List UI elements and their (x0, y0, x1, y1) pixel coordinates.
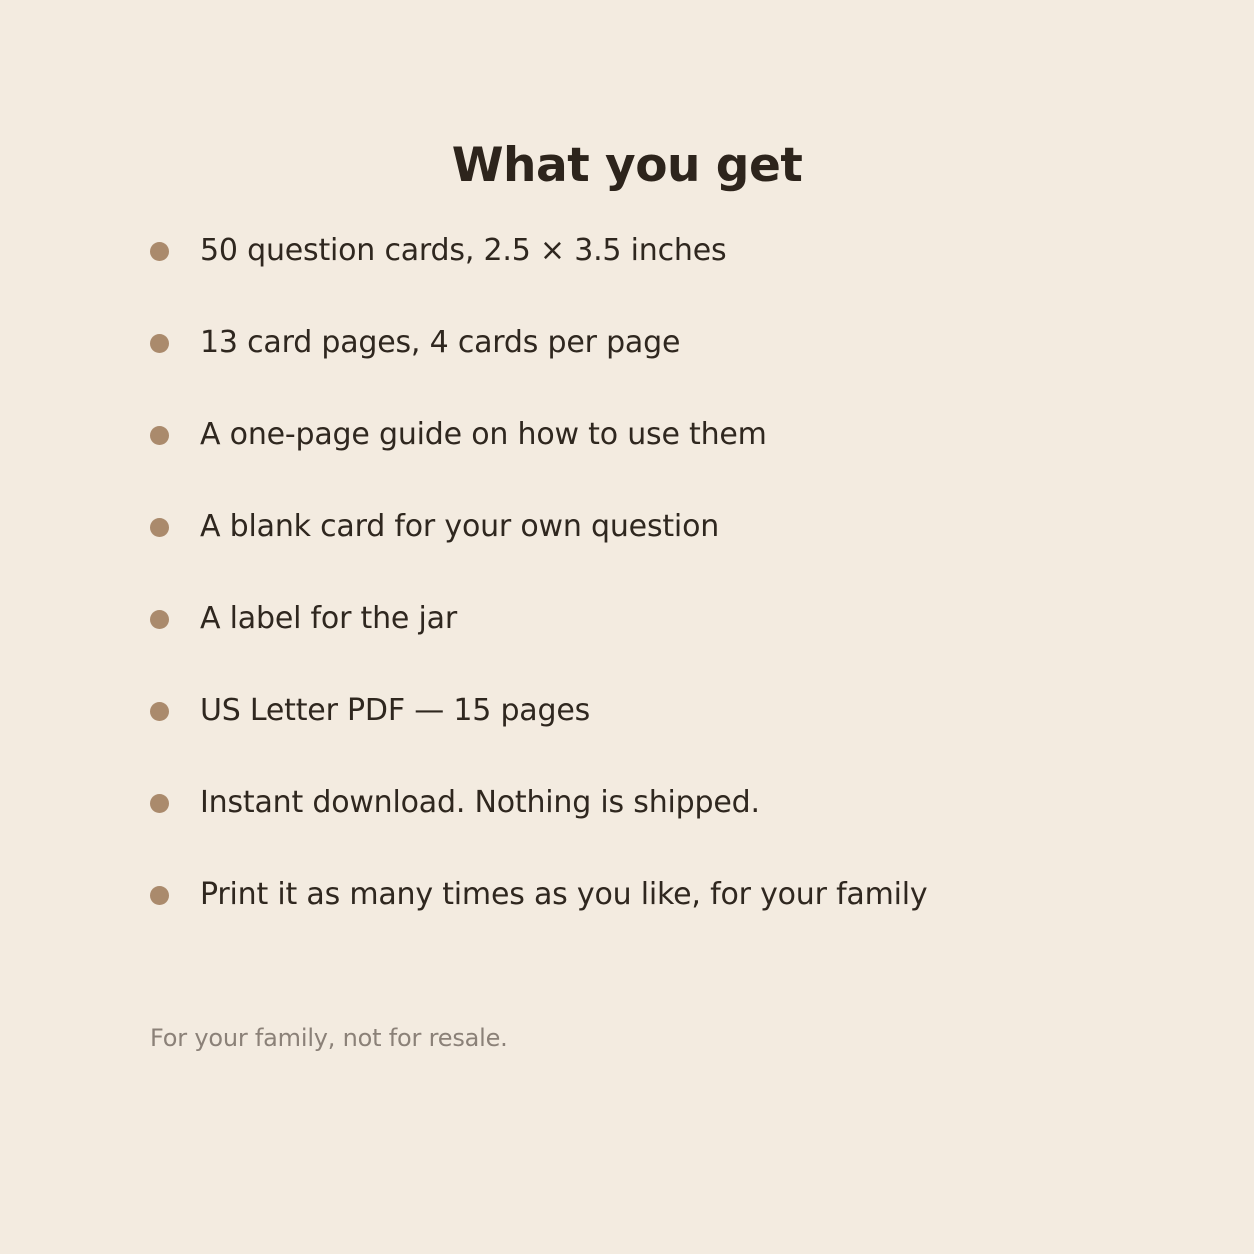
bullet-dot-icon (150, 610, 169, 629)
bullet-dot-icon (150, 334, 169, 353)
list-item-label: A one-page guide on how to use them (200, 417, 767, 452)
bullet-dot-icon (150, 886, 169, 905)
list-item-label: US Letter PDF — 15 pages (200, 693, 591, 728)
list-item-label: 13 card pages, 4 cards per page (200, 325, 681, 360)
bullet-dot-icon (150, 426, 169, 445)
list-item-label: Print it as many times as you like, for your family (200, 877, 928, 912)
list-item-label: 50 question cards, 2.5 × 3.5 inches (200, 233, 727, 268)
page-title: What you get (451, 138, 803, 194)
resale-note: For your family, not for resale. (150, 1024, 508, 1052)
list-item-label: A blank card for your own question (200, 509, 720, 544)
bullet-dot-icon (150, 242, 169, 261)
bullet-dot-icon (150, 518, 169, 537)
bullet-dot-icon (150, 702, 169, 721)
bullet-dot-icon (150, 794, 169, 813)
list-item-label: A label for the jar (200, 601, 457, 636)
list-item-label: Instant download. Nothing is shipped. (200, 785, 760, 820)
